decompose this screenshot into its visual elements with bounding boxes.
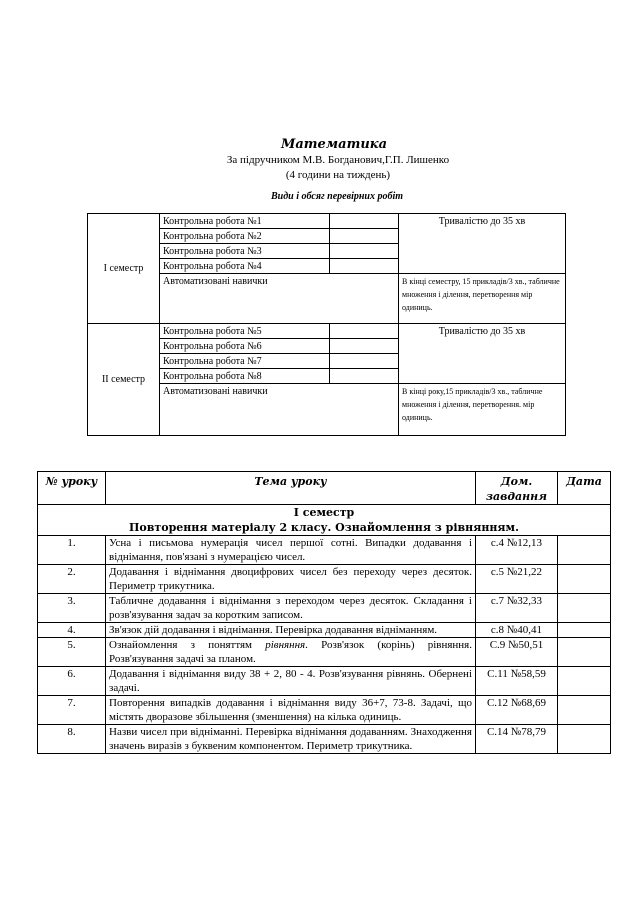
table-header-row <box>38 472 611 505</box>
table-row <box>38 638 611 667</box>
lesson-topic: Додавання і віднімання двоцифрових чисел без переходу через десяток. Периметр трикутника. <box>106 565 476 594</box>
lesson-date <box>558 565 611 594</box>
lesson-topic: Усна і письмова нумерація чисел першої сотні. Випадки додавання і віднімання, пов'язані з нумерацією чисел. <box>106 536 476 565</box>
lesson-number: 2. <box>38 565 106 594</box>
table-row <box>38 696 611 725</box>
lesson-homework: С.9 №50,51 <box>476 638 558 667</box>
blank-cell <box>330 354 399 369</box>
test-duration: Тривалістю до 35 хв <box>399 324 566 384</box>
lesson-date <box>558 638 611 667</box>
lesson-homework: с.7 №32,33 <box>476 594 558 623</box>
lesson-topic: Зв'язок дій додавання і віднімання. Перевірка додавання відніманням. <box>106 623 476 638</box>
blank-cell <box>330 369 399 384</box>
lesson-number: 7. <box>38 696 106 725</box>
lesson-number: 6. <box>38 667 106 696</box>
topic-text: . Розв'язок (корінь) рівняння. Розв'язування задачі за планом. <box>109 639 472 665</box>
test-name: Контрольна робота №1 <box>160 214 330 229</box>
lesson-homework: с.5 №21,22 <box>476 565 558 594</box>
test-name: Контрольна робота №4 <box>160 259 330 274</box>
lesson-homework: с.8 №40,41 <box>476 623 558 638</box>
col-header-num: № уроку <box>38 472 106 505</box>
textbook-authors: За підручником М.В. Богданович,Г.П. Лишенко <box>226 154 450 166</box>
lesson-date <box>558 725 611 754</box>
blank-cell <box>330 214 399 229</box>
lesson-topic: Повторення випадків додавання і віднімання виду 36+7, 73-8. Задачі, що містять дворазове збільшення (зменшення) на кілька одиниць. <box>106 696 476 725</box>
section-topic: Повторення матеріалу 2 класу. Ознайомлення з рівнянням. <box>129 521 519 534</box>
blank-cell <box>330 244 399 259</box>
test-name: Контрольна робота №6 <box>160 339 330 354</box>
section-row <box>38 505 611 536</box>
lesson-number: 8. <box>38 725 106 754</box>
lesson-topic: Назви чисел при відніманні. Перевірка віднімання додаванням. Знаходження значень виразів з буквеним компонентом. Периметр трикутника. <box>106 725 476 754</box>
lesson-number: 4. <box>38 623 106 638</box>
lesson-date <box>558 696 611 725</box>
lesson-topic <box>106 638 476 667</box>
section-semester: І семестр <box>293 506 355 519</box>
lesson-number: 5. <box>38 638 106 667</box>
auto-skills-label: Автоматизовані навички <box>160 384 399 436</box>
lesson-date <box>558 594 611 623</box>
lesson-topic: Табличне додавання і віднімання з переходом через десяток. Складання і розв'язування задач за коротким записом. <box>106 594 476 623</box>
table-row <box>38 565 611 594</box>
topic-term: рівняння <box>265 639 306 651</box>
test-name: Контрольна робота №2 <box>160 229 330 244</box>
lesson-date <box>558 667 611 696</box>
table-row <box>88 274 566 324</box>
lesson-number: 3. <box>38 594 106 623</box>
table-row <box>88 214 566 229</box>
blank-cell <box>330 259 399 274</box>
table-row <box>38 667 611 696</box>
auto-skills-label: Автоматизовані навички <box>160 274 399 324</box>
lesson-homework: С.14 №78,79 <box>476 725 558 754</box>
test-name: Контрольна робота №7 <box>160 354 330 369</box>
page-title: Математика <box>280 137 388 152</box>
col-header-homework: Дом. завдання <box>476 472 558 505</box>
section-title <box>38 505 611 536</box>
tests-table <box>87 213 566 436</box>
blank-cell <box>330 324 399 339</box>
auto-skills-note: В кінці семестру, 15 прикладів/3 хв., табличне множення і ділення, перетворення мір одиниць. <box>399 274 566 324</box>
lesson-topic: Додавання і віднімання виду 38 + 2, 80 - 4. Розв'язування рівнянь. Обернені задачі. <box>106 667 476 696</box>
lesson-number: 1. <box>38 536 106 565</box>
hours-per-week: (4 години на тиждень) <box>285 169 391 181</box>
table-row <box>88 384 566 436</box>
table-row <box>38 594 611 623</box>
table-row <box>88 324 566 339</box>
tests-caption: Види і обсяг перевірних робіт <box>270 191 404 202</box>
col-header-date: Дата <box>558 472 611 505</box>
lesson-date <box>558 623 611 638</box>
auto-skills-note: В кінці року,15 прикладів/3 хв., табличне множення і ділення, перетворення. мір одиниць. <box>399 384 566 436</box>
lessons-table <box>37 471 611 754</box>
blank-cell <box>330 339 399 354</box>
semester-label: І семестр <box>88 214 160 324</box>
lesson-homework: с.4 №12,13 <box>476 536 558 565</box>
test-duration: Тривалістю до 35 хв <box>399 214 566 274</box>
lesson-homework: С.12 №68,69 <box>476 696 558 725</box>
table-row <box>38 725 611 754</box>
test-name: Контрольна робота №8 <box>160 369 330 384</box>
table-row <box>38 536 611 565</box>
document-header <box>0 136 638 183</box>
test-name: Контрольна робота №5 <box>160 324 330 339</box>
col-header-topic: Тема уроку <box>106 472 476 505</box>
table-row <box>38 623 611 638</box>
semester-label: ІІ семестр <box>88 324 160 436</box>
lesson-date <box>558 536 611 565</box>
blank-cell <box>330 229 399 244</box>
topic-text: Ознайомлення з поняттям <box>109 639 266 651</box>
lesson-homework: С.11 №58,59 <box>476 667 558 696</box>
test-name: Контрольна робота №3 <box>160 244 330 259</box>
